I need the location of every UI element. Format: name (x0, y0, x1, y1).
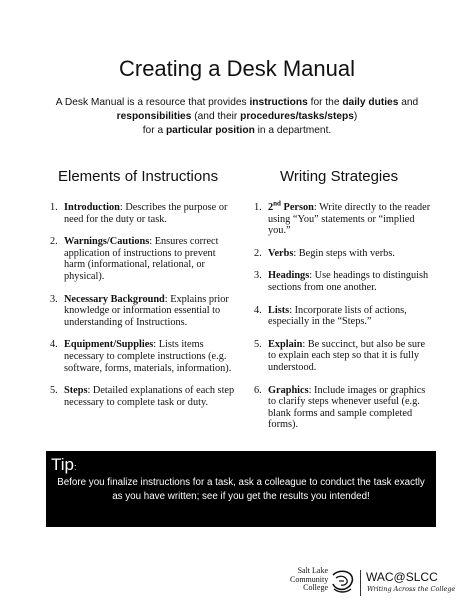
list-number: 1. (50, 202, 58, 213)
list-text: : Detailed explanations of each step necessary to complete task or duty. (64, 385, 235, 408)
intro-bold: daily duties (342, 97, 399, 108)
list-text: : Describes the purpose or need for the duty or task. (64, 202, 228, 225)
list-term: Warnings/Cautions (64, 236, 150, 248)
list-term: Verbs (268, 247, 294, 259)
tip-text: Before you finalize instructions for a task, ask a colleague to conduct the task exactly as you have written; see if you get the results you intended! (57, 477, 425, 502)
intro-bold: particular position (165, 125, 255, 136)
slcc-line: College (303, 583, 328, 592)
intro-text: for the (307, 97, 343, 108)
list-term-part: 2 (268, 202, 274, 213)
slcc-logo (290, 567, 358, 599)
list-term: Graphics (268, 384, 309, 396)
list-item (254, 305, 434, 328)
right-column-heading: Writing Strategies (280, 168, 399, 185)
list-text: : Incorporate lists of actions, especially in the “Steps.” (268, 304, 407, 328)
intro-bold: procedures/tasks/steps (240, 111, 354, 122)
list-item (50, 385, 235, 408)
logo-divider (360, 570, 361, 596)
list-term: Explain (268, 338, 303, 350)
slcc-emblem-icon (330, 569, 354, 595)
list-item (254, 199, 434, 237)
list-term-superscript: nd (273, 199, 281, 208)
list-term-part: Person (280, 202, 314, 213)
page-title: Creating a Desk Manual (118, 56, 355, 81)
list-item (254, 248, 434, 260)
tip-label: Tip (51, 455, 74, 474)
list-term: Steps (64, 385, 88, 397)
intro-text: A Desk Manual is a resource that provides (55, 97, 250, 108)
slcc-wordmark (290, 567, 328, 593)
intro-bold: responsibilities (116, 111, 192, 122)
list-number: 6. (254, 384, 262, 396)
list-number: 3. (50, 293, 58, 305)
list-text: : Ensures correct application of instructions to prevent harm (informational, relational, or physical). (64, 236, 219, 282)
list-term: Introduction (64, 202, 120, 213)
list-number: 1. (254, 202, 262, 213)
intro-text: for a (142, 125, 166, 136)
list-term (268, 199, 314, 213)
list-item (50, 294, 235, 329)
list-term: Headings (268, 270, 310, 282)
left-column-heading: Elements of Instructions (58, 168, 219, 185)
intro-text: (and their (191, 111, 241, 122)
list-term: Equipment/Supplies (64, 339, 154, 351)
slcc-line: Community (290, 574, 329, 584)
list-text: : Lists items necessary to complete instructions (e.g. software, forms, materials, information). (64, 339, 232, 374)
wac-tagline: Writing Across the College (367, 585, 456, 593)
list-term: Necessary Background (64, 293, 165, 305)
list-text: : Write directly to the reader using “You” statements or “implied you.” (268, 202, 431, 237)
list-number: 5. (254, 338, 262, 350)
list-item (254, 270, 434, 293)
tip-colon: : (74, 462, 77, 472)
list-number: 2. (50, 236, 58, 248)
list-item (254, 385, 434, 431)
list-text: : Use headings to distinguish sections from one another. (268, 270, 429, 293)
tip-title (51, 455, 77, 475)
elements-list (50, 202, 235, 419)
intro-paragraph (40, 96, 434, 138)
list-number: 3. (254, 270, 262, 282)
list-number: 5. (50, 385, 58, 397)
list-text: : Include images or graphics to clarify steps whenever useful (e.g. blank forms and sample completed forms). (268, 384, 426, 431)
list-item (50, 339, 235, 374)
list-number: 4. (50, 339, 58, 351)
list-item (254, 339, 434, 374)
intro-text: ) (353, 111, 358, 122)
list-number: 4. (254, 304, 262, 316)
wac-logo-text: WAC@SLCC (366, 570, 438, 584)
slcc-line: Salt Lake (297, 566, 328, 575)
list-number: 2. (254, 247, 262, 259)
list-term: Lists (268, 304, 290, 316)
list-item (50, 202, 235, 225)
intro-text: in a department. (254, 125, 332, 136)
intro-bold: instructions (249, 97, 308, 108)
list-text: : Be succinct, but also be sure to explain each step so that it is fully understood. (268, 338, 426, 373)
tip-box (46, 451, 436, 527)
list-item (50, 236, 235, 282)
strategies-list (254, 199, 434, 442)
list-text: : Begin steps with verbs. (293, 247, 395, 259)
intro-text: and (398, 97, 419, 108)
list-text: : Explains prior knowledge or information essential to understanding of Instructions. (64, 293, 229, 328)
